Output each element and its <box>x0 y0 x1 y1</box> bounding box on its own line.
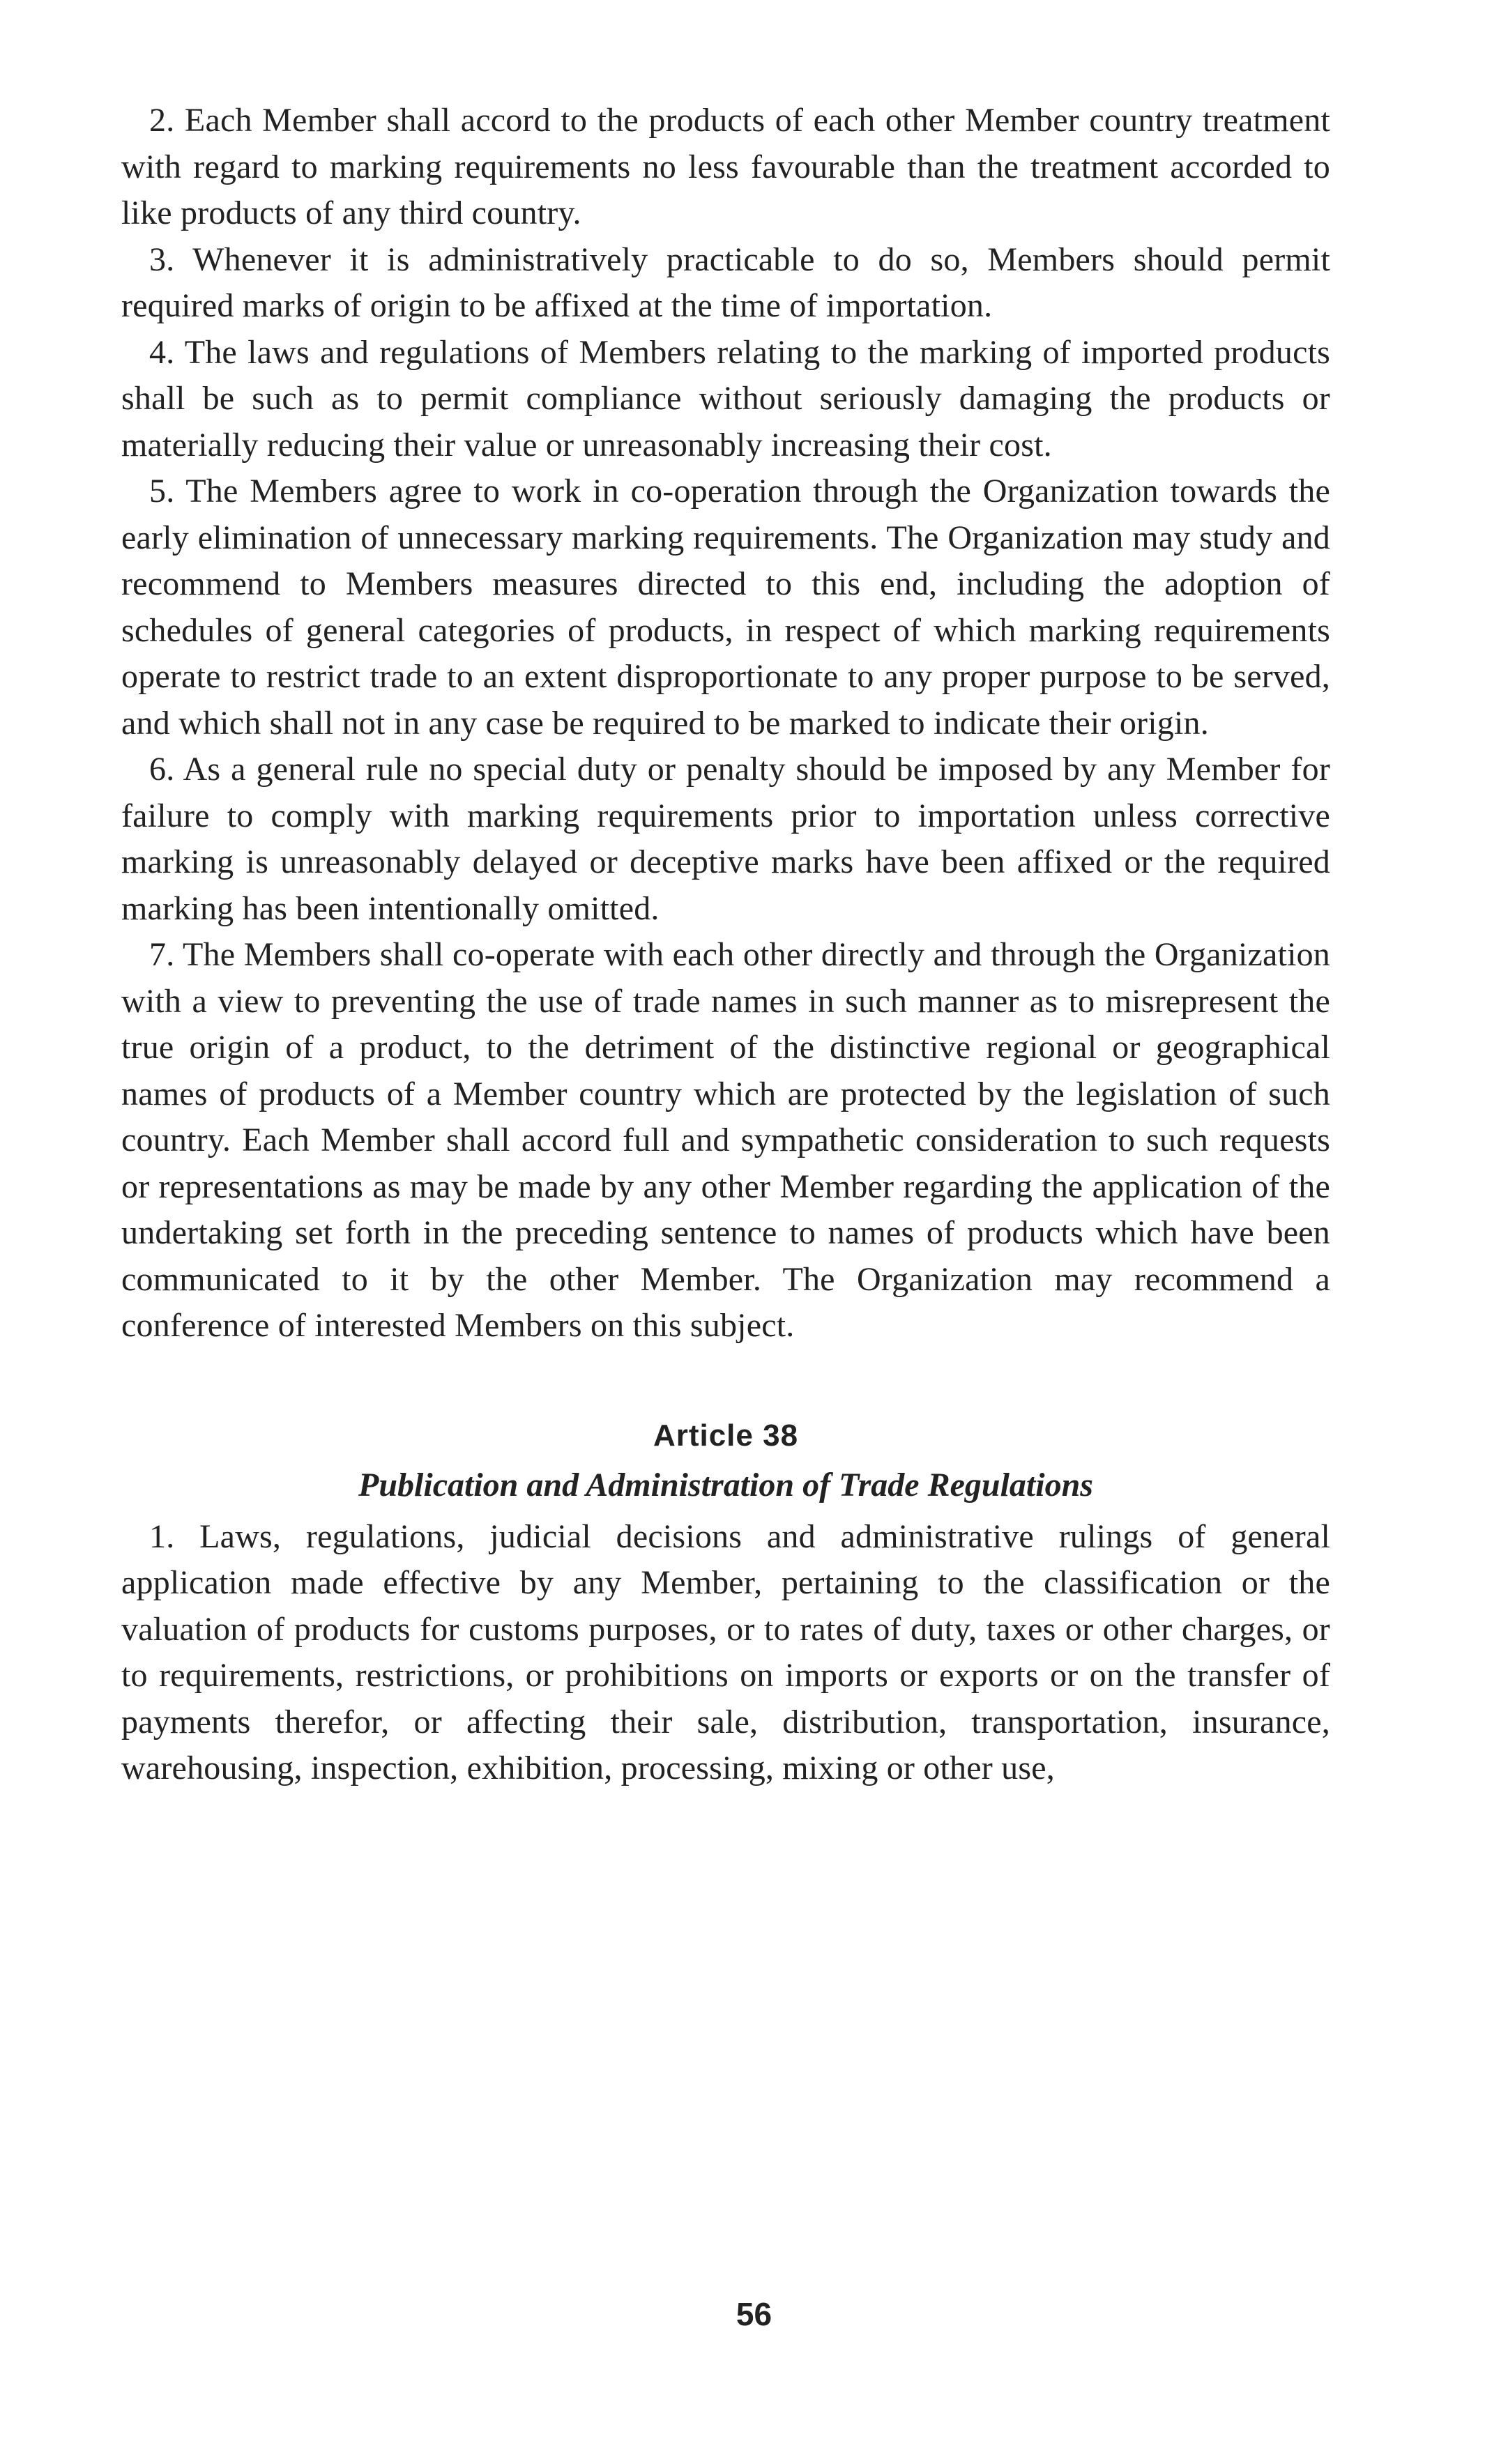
page-number: 56 <box>736 2296 772 2332</box>
paragraph-2: 2. Each Member shall accord to the products of each other Member country treatment with regard to marking requirements no less favourable than the treatment accorded to like products of any third country. <box>121 102 1330 231</box>
article-subtitle: Publication and Administration of Trade Regulations <box>358 1466 1093 1503</box>
paragraph-6: 6. As a general rule no special duty or penalty should be imposed by any Member for failure to comply with marking requirements prior to importation unless corrective marking is unreasonably delayed or deceptive marks have been affixed or the required marking has been intentionally omitted. <box>121 751 1330 927</box>
article-paragraph-1: 1. Laws, regulations, judicial decisions and administrative rulings of general application made effective by any Member, pertaining to the classification or the valuation of products for customs purposes, or to rates of duty, taxes or other charges, or to requirements, restrictions, or prohibitions on imports or exports or on the transfer of payments therefor, or affecting their sale, distribution, transportation, insurance, warehousing, inspection, exhibition, processing, mixing or other use, <box>121 1517 1330 1786</box>
article-heading: Article 38 <box>653 1418 799 1453</box>
paragraph-4: 4. The laws and regulations of Members relating to the marking of imported products shall be such as to permit compliance without seriously damaging the products or materially reducing their value or unreasonably increasing their cost. <box>121 333 1330 464</box>
paragraph-7: 7. The Members shall co-operate with each other directly and through the Organization with a view to preventing the use of trade names in such manner as to misrepresent the true origin of a product, to the detriment of the distinctive regional or geographical names of products of a Member country which are protected by the legislation of such country. Each Member shall accord full and sympathetic consideration to such requests or representations as may be made by any other Member regarding the application of the undertaking set forth in the preceding sentence to names of products which have been communicated to it by the other Member. The Organization may recommend a conference of interested Members on this subject. <box>121 936 1330 1344</box>
body-text <box>121 98 1330 1792</box>
paragraph-3: 3. Whenever it is administratively practicable to do so, Members should permit required marks of origin to be affixed at the time of importation. <box>121 240 1330 324</box>
paragraph-5: 5. The Members agree to work in co-operation through the Organization towards the early elimination of unnecessary marking requirements. The Organization may study and recommend to Members measures directed to this end, including the adoption of schedules of general categories of products, in respect of which marking requirements operate to restrict trade to an extent disproportionate to any proper purpose to be served, and which shall not in any case be required to be marked to indicate their origin. <box>121 473 1330 742</box>
